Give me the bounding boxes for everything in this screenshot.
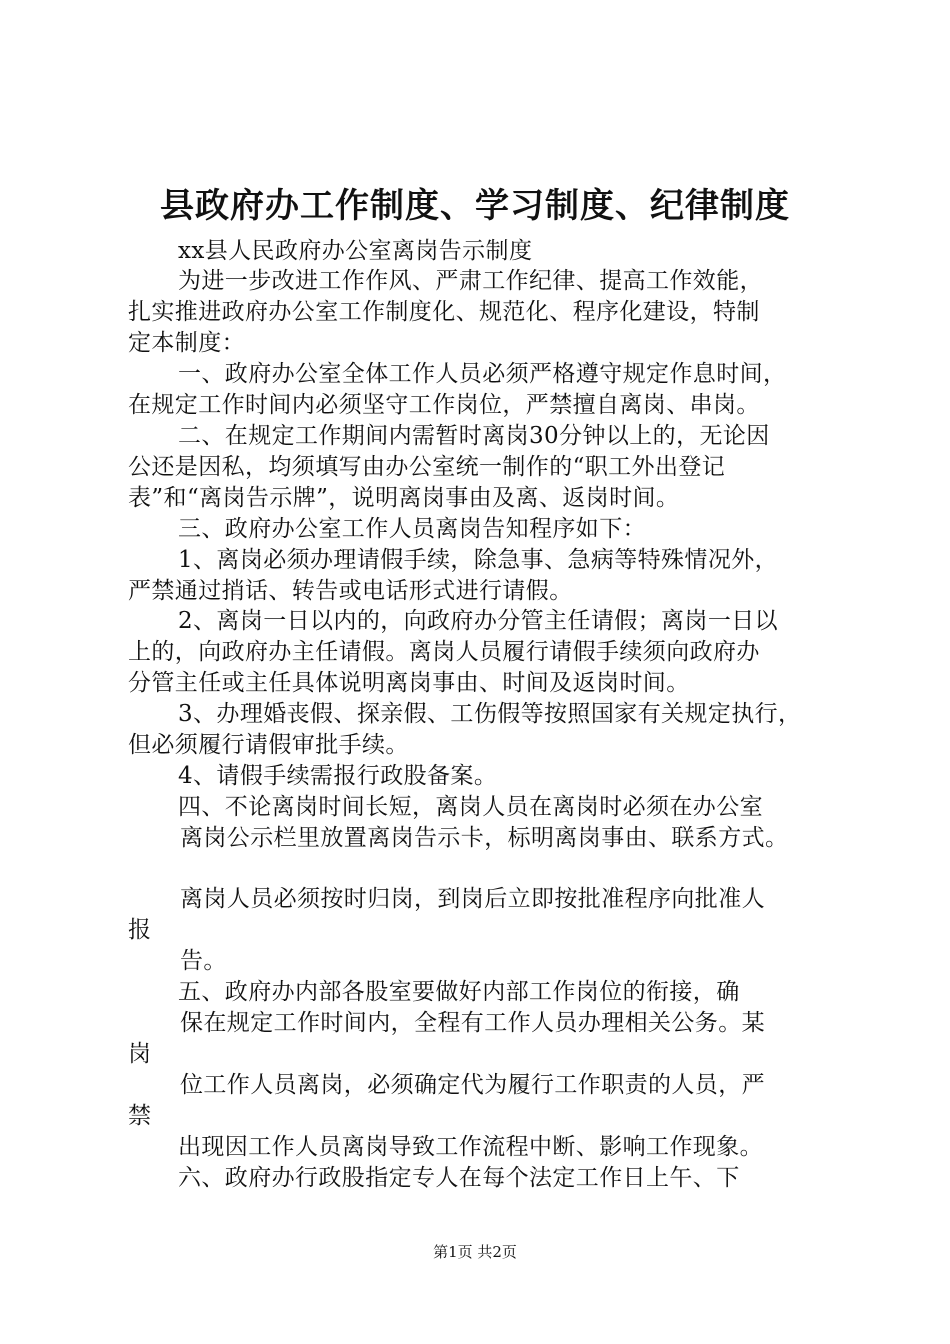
text-line: 表”和“离岗告示牌”，说明离岗事由及离、返岗时间。 xyxy=(128,485,680,511)
page-footer: 第1页 共2页 xyxy=(433,1243,517,1261)
text-line: 报 xyxy=(128,917,152,943)
text-line: 上的，向政府办主任请假。离岗人员履行请假手续须向政府办 xyxy=(128,639,760,665)
text-line: 离岗公示栏里放置离岗告示卡，标明离岗事由、联系方式。 xyxy=(180,825,789,851)
text-line: 3、办理婚丧假、探亲假、工伤假等按照国家有关规定执行， xyxy=(178,701,802,727)
text-line: xx县人民政府办公室离岗告示制度 xyxy=(178,238,533,264)
text-line: 出现因工作人员离岗导致工作流程中断、影响工作现象。 xyxy=(178,1134,763,1160)
text-line: 五、政府办内部各股室要做好内部工作岗位的衔接，确 xyxy=(178,979,740,1005)
text-line: 离岗人员必须按时归岗，到岗后立即按批准程序向批准人 xyxy=(180,886,765,912)
text-line: 二、在规定工作期间内需暂时离岗30分钟以上的，无论因 xyxy=(178,423,770,449)
text-line: 四、不论离岗时间长短，离岗人员在离岗时必须在办公室 xyxy=(178,794,763,820)
text-line: 扎实推进政府办公室工作制度化、规范化、程序化建设，特制 xyxy=(128,299,760,325)
text-line: 2、离岗一日以内的，向政府办分管主任请假；离岗一日以 xyxy=(178,608,779,634)
text-line: 但必须履行请假审批手续。 xyxy=(128,732,409,758)
text-line: 为进一步改进工作作风、严肃工作纪律、提高工作效能， xyxy=(178,268,763,294)
text-line: 位工作人员离岗，必须确定代为履行工作职责的人员，严 xyxy=(180,1072,765,1098)
text-line: 定本制度： xyxy=(128,330,245,356)
text-line: 4、请假手续需报行政股备案。 xyxy=(178,763,498,789)
text-line: 保在规定工作时间内，全程有工作人员办理相关公务。某 xyxy=(180,1010,765,1036)
text-line: 公还是因私，均须填写由办公室统一制作的“职工外出登记 xyxy=(128,454,726,480)
text-line: 1、离岗必须办理请假手续，除急事、急病等特殊情况外， xyxy=(178,547,779,573)
text-line: 禁 xyxy=(128,1103,152,1129)
text-line: 岗 xyxy=(128,1041,152,1067)
text-line: 严禁通过捎话、转告或电话形式进行请假。 xyxy=(128,578,573,604)
text-line: 三、政府办公室工作人员离岗告知程序如下： xyxy=(178,516,646,542)
text-line: 一、政府办公室全体工作人员必须严格遵守规定作息时间， xyxy=(178,361,787,387)
text-line: 告。 xyxy=(180,948,227,974)
text-line: 在规定工作时间内必须坚守工作岗位，严禁擅自离岗、串岗。 xyxy=(128,392,760,418)
document-title: 县政府办工作制度、学习制度、纪律制度 xyxy=(160,186,790,226)
text-line: 分管主任或主任具体说明离岗事由、时间及返岗时间。 xyxy=(128,670,690,696)
text-line: 六、政府办行政股指定专人在每个法定工作日上午、下 xyxy=(178,1165,740,1191)
